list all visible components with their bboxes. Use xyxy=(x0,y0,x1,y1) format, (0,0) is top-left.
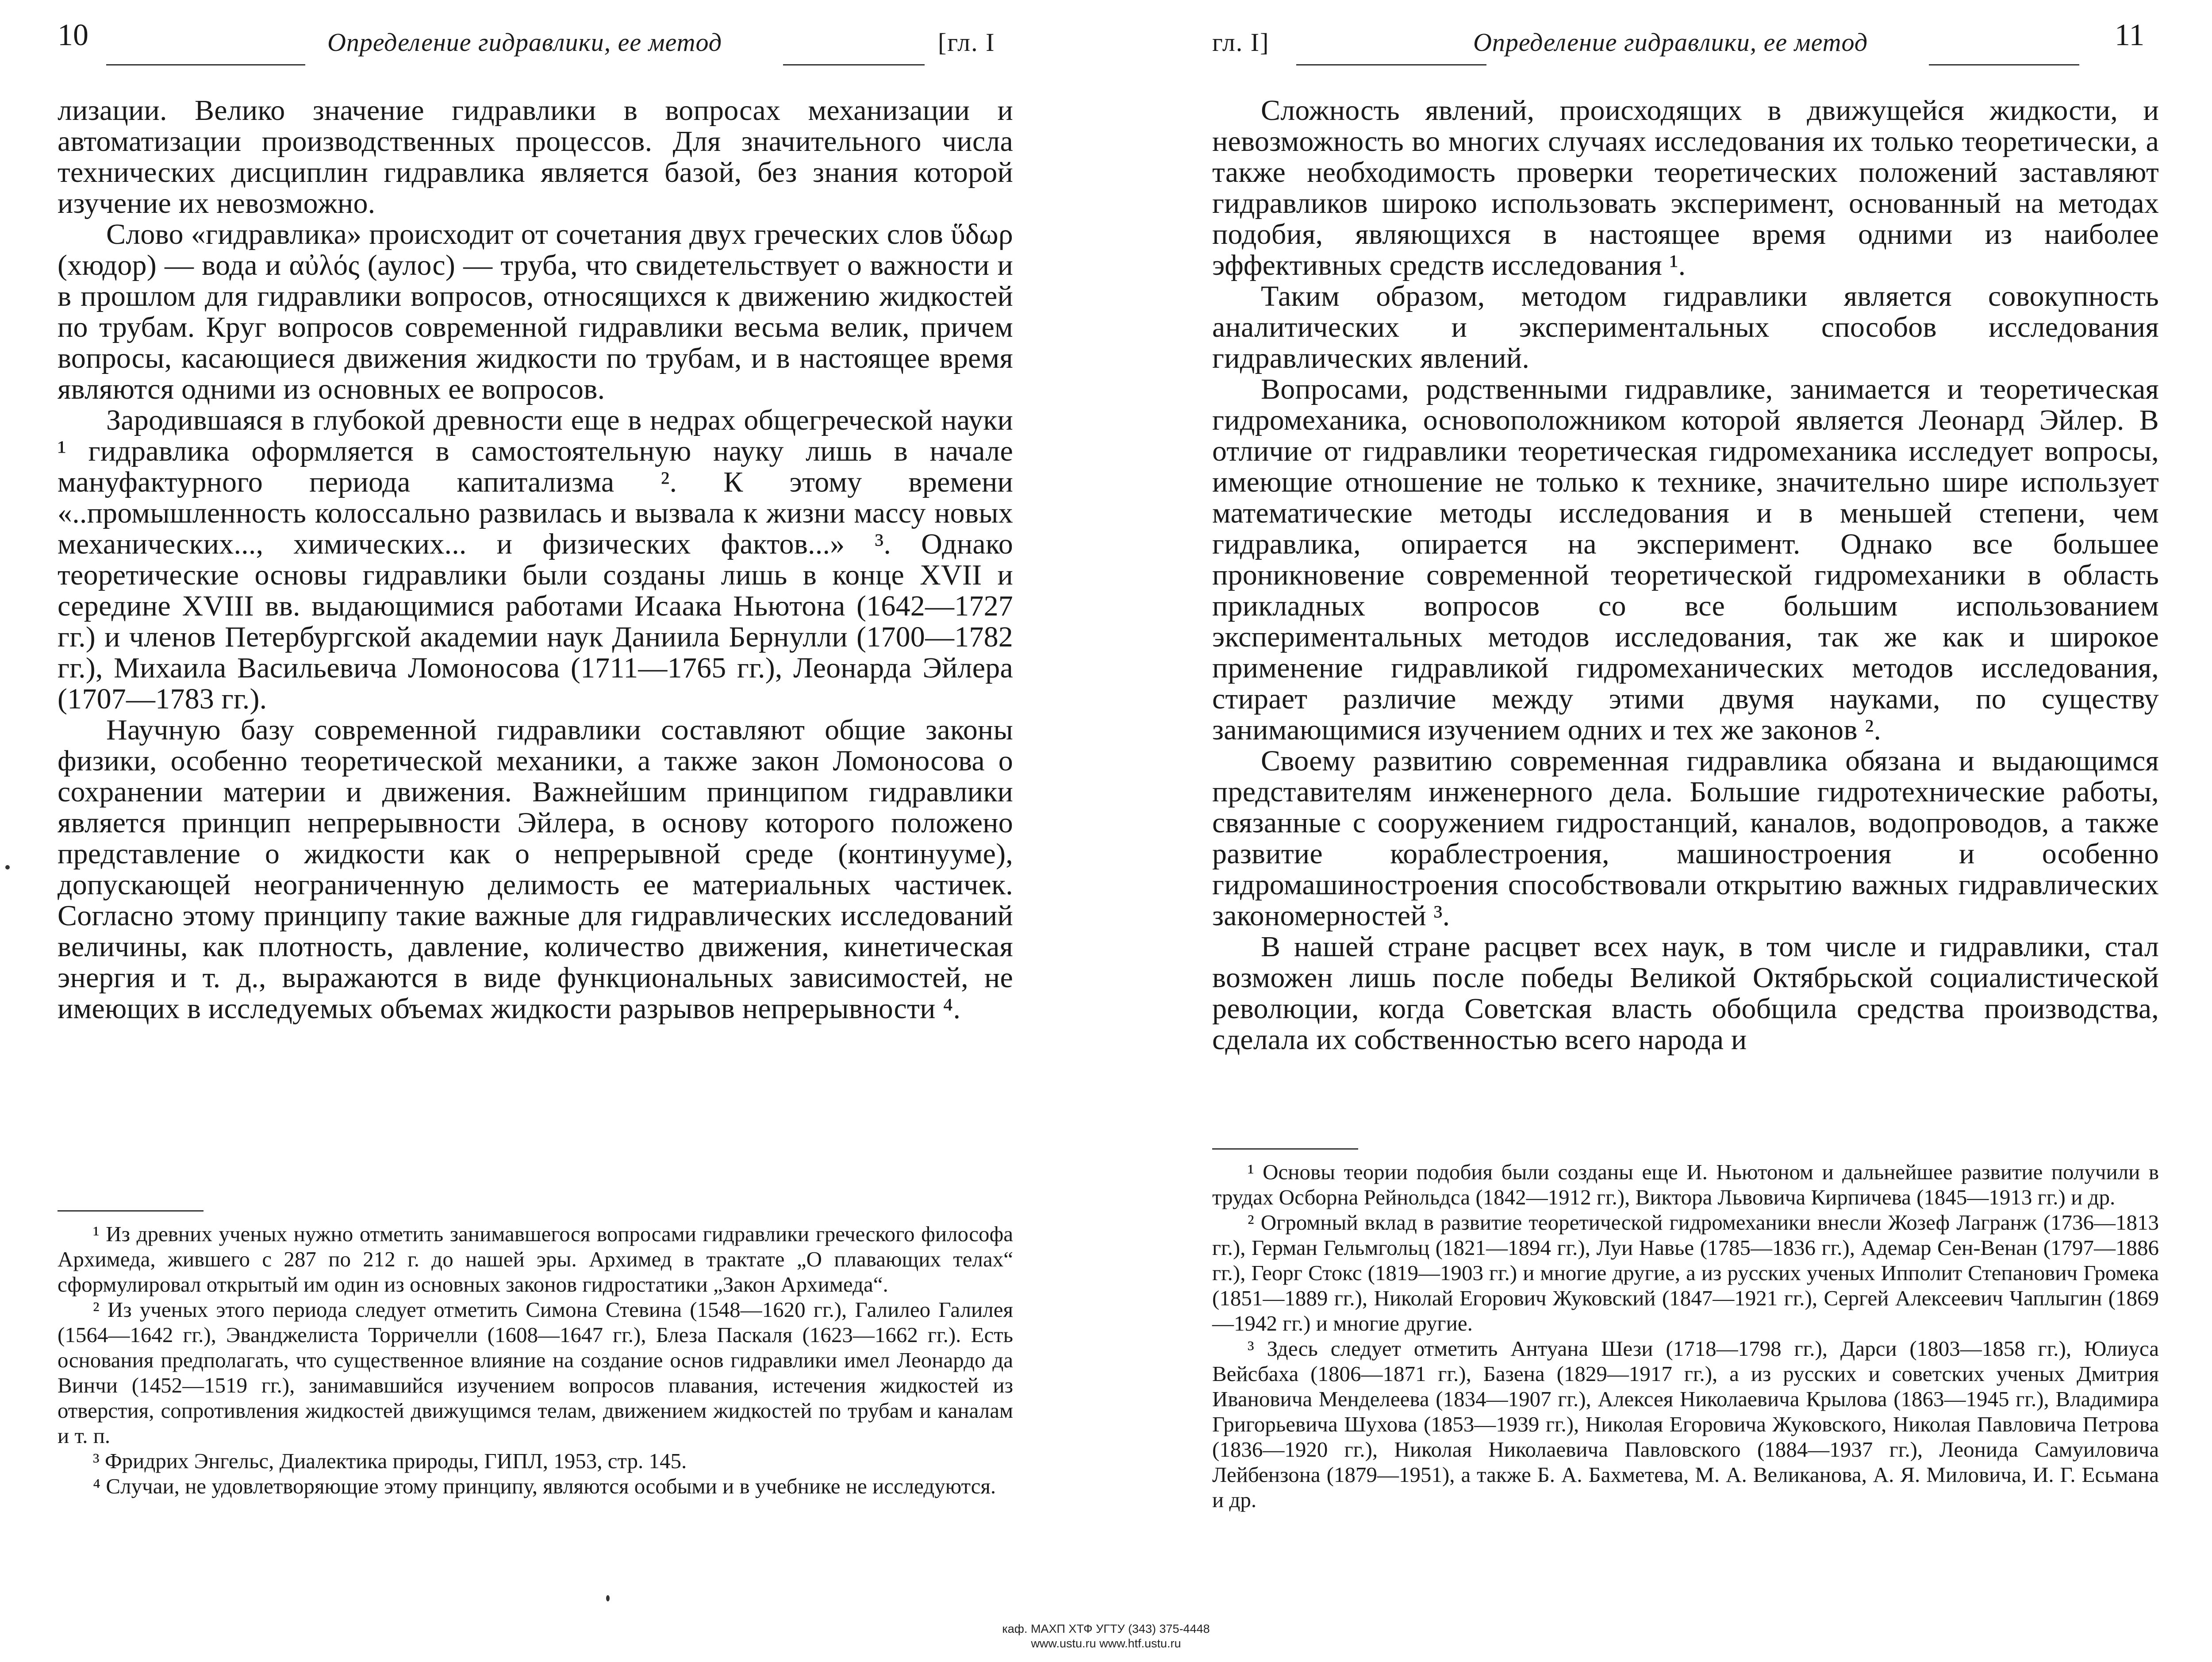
left-page-header xyxy=(58,18,1013,71)
right-page xyxy=(1212,0,2159,1602)
paragraph: Слово «гидравлика» происходит от сочетания двух греческих слов ὕδωρ (хюдор) — вода и αὐλός (аулос) — труба, что свидетельствует о важности и в прошлом для гидравлики вопросов, относящихся к движению жидкостей по трубам. Круг вопросов современной гидравлики весьма велик, причем вопросы, касающиеся движения жидкости по трубам, и в настоящее время являются одними из основных ее вопросов. xyxy=(58,218,1013,405)
footnote-rule xyxy=(58,1210,204,1212)
header-rule xyxy=(783,64,925,65)
right-body-text xyxy=(1212,95,2159,1055)
scan-stamp xyxy=(929,1622,1283,1651)
chapter-ref: [гл. I xyxy=(938,28,995,57)
left-body-text xyxy=(58,95,1013,1024)
left-page xyxy=(58,0,1013,1602)
footnote: ³ Фридрих Энгельс, Диалектика природы, ГИПЛ, 1953, стр. 145. xyxy=(93,1449,687,1473)
scan-speck xyxy=(606,1595,610,1601)
page-number: 10 xyxy=(58,18,88,52)
footnote-rule xyxy=(1212,1148,1358,1150)
page-number: 11 xyxy=(2115,18,2145,52)
scan-speck xyxy=(5,865,10,869)
right-page-header xyxy=(1212,18,2159,71)
right-footnotes xyxy=(1212,1159,2159,1512)
running-title: Определение гидравлики, ее метод xyxy=(327,28,722,57)
running-title: Определение гидравлики, ее метод xyxy=(1473,28,1868,57)
chapter-ref: гл. I] xyxy=(1212,28,1270,57)
header-rule xyxy=(106,64,305,65)
paragraph: В нашей стране расцвет всех наук, в том числе и гидравлики, стал возможен лишь после победы Великой Октябрьской социалистической революции, когда Советская власть обобщила средства производства, сделала их собственностью всего народа и xyxy=(1212,931,2159,1056)
left-footnotes xyxy=(58,1221,1013,1499)
paragraph: Научную базу современной гидравлики составляют общие законы физики, особенно теоретической механики, а также закон Ломоносова о сохранении материи и движения. Важнейшим принципом гидравлики является принцип непрерывности Эйлера, в основу которого положено представление о жидкости как о непрерывной среде (континууме), допускающей неограниченную делимость ее материальных частичек. Согласно этому принципу такие важные для гидравлических исследований величины, как плотность, давление, количество движения, кинетическая энергия и т. д., выражаются в виде функциональных зависимостей, не имеющих в исследуемых объемах жидкости разрывов непрерывности ⁴. xyxy=(58,714,1013,1025)
paragraph: Сложность явлений, происходящих в движущейся жидкости, и невозможность во многих случаях исследования их только теоретически, а также необходимость проверки теоретических положений заставляют гидравликов широко использовать эксперимент, основанный на методах подобия, являющихся в настоящее время одними из наиболее эффективных средств исследования ¹. xyxy=(1212,94,2159,281)
footnote: ⁴ Случаи, не удовлетворяющие этому принципу, являются особыми и в учебнике не исследуются. xyxy=(93,1474,996,1498)
header-rule xyxy=(1929,64,2079,65)
paragraph: Таким образом, методом гидравлики является совокупность аналитических и экспериментальных способов исследования гидравлических явлений. xyxy=(1212,280,2159,374)
paragraph: Зародившаяся в глубокой древности еще в недрах общегреческой науки ¹ гидравлика оформляется в самостоятельную науку лишь в начале мануфактурного периода капитализма ². К этому времени «..промышленность колоссально развилась и вызвала к жизни массу новых механических..., химических... и физических фактов...» ³. Однако теоретические основы гидравлики были созданы лишь в конце XVII и середине XVIII вв. выдающимися работами Исаака Ньютона (1642—1727 гг.) и членов Петербургской академии наук Даниила Бернулли (1700—1782 гг.), Михаила Васильевича Ломоносова (1711—1765 гг.), Леонарда Эйлера (1707—1783 гг.). xyxy=(58,404,1013,715)
paragraph: Своему развитию современная гидравлика обязана и выдающимся представителям инженерного дела. Большие гидротехнические работы, связанные с сооружением гидростанций, каналов, водопроводов, а также развитие кораблестроения, машиностроения и особенно гидромашиностроения способствовали открытию важных гидравлических закономерностей ³. xyxy=(1212,745,2159,932)
paragraph: Вопросами, родственными гидравлике, занимается и теоретическая гидромеханика, основоположником которой является Леонард Эйлер. В отличие от гидравлики теоретическая гидромеханика исследует вопросы, имеющие отношение не только к технике, значительно шире использует математические методы исследования и в меньшей степени, чем гидравлика, опирается на эксперимент. Однако все большее проникновение современной теоретической гидромеханики в область прикладных вопросов со все большим использованием экспериментальных методов исследования, так же как и широкое применение гидравликой гидромеханических методов исследования, стирает различие между этими двумя науками, по существу занимающимися изучением одних и тех же законов ². xyxy=(1212,373,2159,746)
stamp-line: каф. МАХП ХТФ УГТУ (343) 375-4448 xyxy=(1002,1622,1210,1635)
footnote: ¹ Основы теории подобия были созданы еще И. Ньютоном и дальнейшее развитие получили в трудах Осборна Рейнольдса (1842—1912 гг.), Виктора Львовича Кирпичева (1845—1913 гг.) и др. xyxy=(1212,1160,2159,1209)
footnote: ² Из ученых этого периода следует отметить Симона Стевина (1548—1620 гг.), Галилео Галилея (1564—1642 гг.), Эванджелиста Торричелли (1608—1647 гг.), Блеза Паскаля (1623—1662 гг.). Есть основания предполагать, что существенное влияние на создание основ гидравлики имел Леонардо да Винчи (1452—1519 гг.), занимавшийся изучением вопросов плавания, истечения жидкостей из отверстия, сопротивления жидкостей движущимся телам, движением жидкостей по трубам и каналам и т. п. xyxy=(58,1297,1013,1448)
paragraph: лизации. Велико значение гидравлики в вопросах механизации и автоматизации производственных процессов. Для значительного числа технических дисциплин гидравлика является базой, без знания которой изучение их невозможно. xyxy=(58,94,1013,219)
footnote: ² Огромный вклад в развитие теоретической гидромеханики внесли Жозеф Лагранж (1736—1813 гг.), Герман Гельмгольц (1821—1894 гг.), Луи Навье (1785—1836 гг.), Адемар Сен-Венан (1797—1886 гг.), Георг Стокс (1819—1903 гг.) и многие другие, а из русских ученых Ипполит Степанович Громека (1851—1889 гг.), Николай Егорович Жуковский (1847—1921 гг.), Сергей Алексеевич Чаплыгин (1869—1942 гг.) и многие другие. xyxy=(1212,1210,2159,1335)
footnote: ³ Здесь следует отметить Антуана Шези (1718—1798 гг.), Дарси (1803—1858 гг.), Юлиуса Вейсбаха (1806—1871 гг.), Базена (1829—1917 гг.), а из русских и советских ученых Дмитрия Ивановича Менделеева (1834—1907 гг.), Алексея Николаевича Крылова (1863—1945 гг.), Владимира Григорьевича Шухова (1853—1939 гг.), Николая Егоровича Жуковского, Николая Павловича Петрова (1836—1920 гг.), Николая Николаевича Павловского (1884—1937 гг.), Леонида Самуиловича Лейбензона (1879—1951), а также Б. А. Бахметева, М. А. Великанова, А. Я. Миловича, И. Г. Есьмана и др. xyxy=(1212,1336,2159,1512)
footnote: ¹ Из древних ученых нужно отметить занимавшегося вопросами гидравлики греческого философа Архимеда, жившего с 287 по 212 г. до нашей эры. Архимед в трактате „О плавающих телах“ сформулировал открытый им один из основных законов гидростатики „Закон Архимеда“. xyxy=(58,1222,1013,1297)
stamp-line: www.ustu.ru www.htf.ustu.ru xyxy=(1031,1637,1181,1650)
header-rule xyxy=(1296,64,1486,65)
